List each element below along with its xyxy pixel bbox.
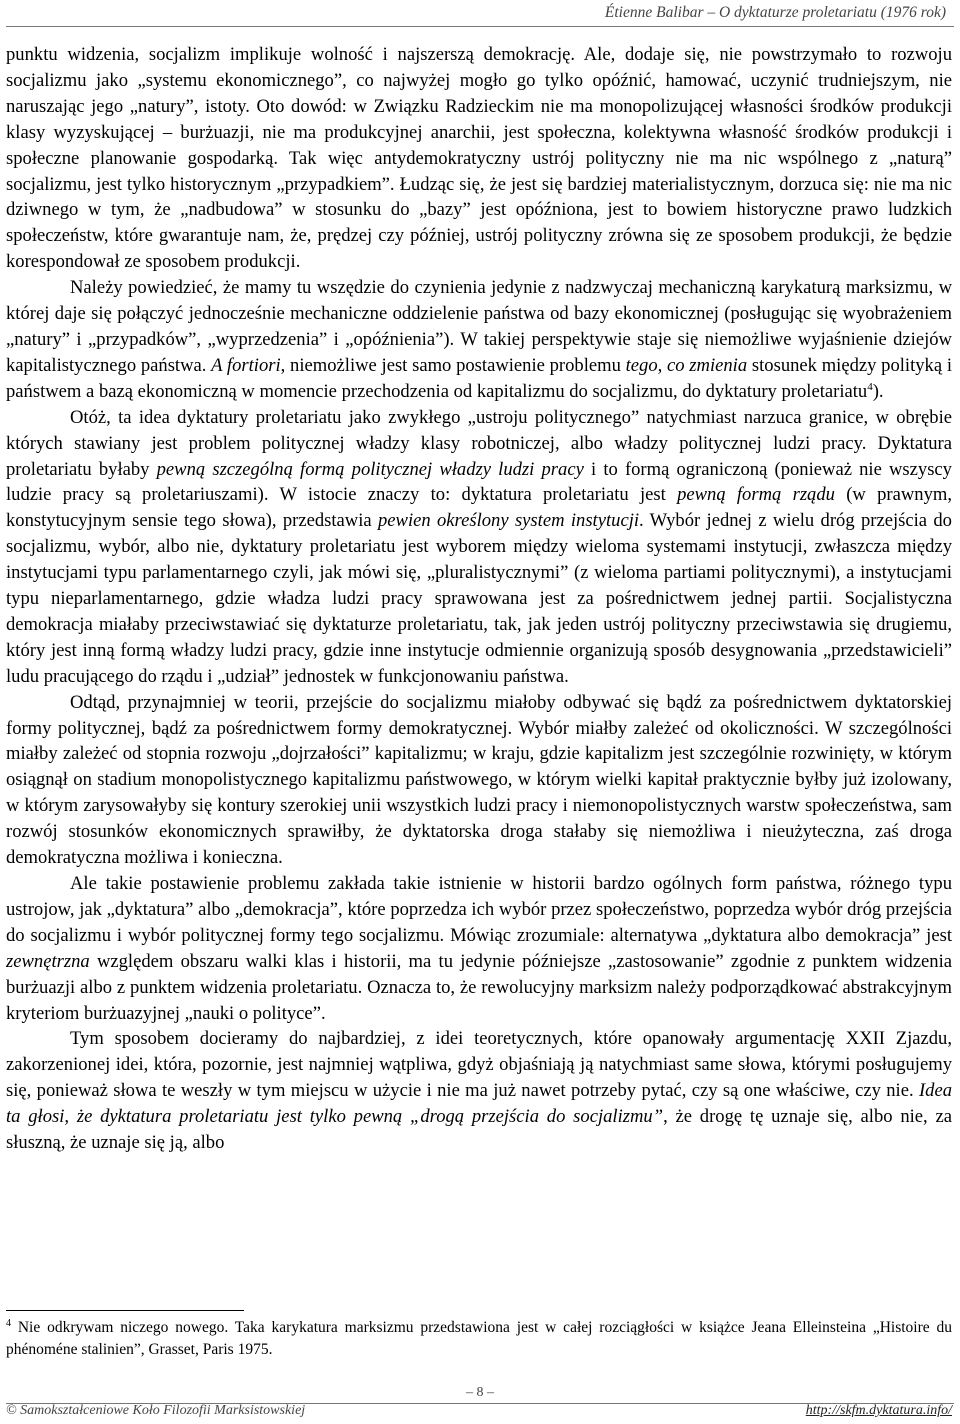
paragraph-6 [6, 1026, 952, 1156]
paragraph-text: (w prawnym, konstytucyjnym sensie tego słowa), przedstawia [6, 484, 952, 532]
paragraph-text: względem obszaru walki klas i historii, ma tu jedynie późniejsze „zastosowanie” zgodnie z punktem widzenia burżuazji albo z punktem widzenia proletariatu. Oznacza to, że rewolucyjny marksizm należy podporządkować abstrakcyjnym kryteriom burżuazyjnej „nauki o polityce”. [6, 950, 952, 1024]
page-number: – 8 – [466, 1385, 494, 1400]
main-text [6, 42, 952, 1156]
running-header: Étienne Balibar – O dyktaturze proletariatu (1976 rok) [604, 4, 946, 21]
emphasis-text: Idea ta głosi, że dyktatura proletariatu jest tylko pewną „drogą przejścia do socjalizmu” [6, 1080, 952, 1128]
footer-copyright: © Samokształceniowe Koło Filozofii Marksistowskiej [6, 1403, 306, 1418]
emphasis-text: zewnętrzna [6, 950, 90, 972]
paragraph-3 [6, 405, 952, 690]
paragraph-text: punktu widzenia, socjalizm implikuje wolność i najszerszą demokrację. Ale, dodaje się, nie powstrzymało to rozwoju socjalizmu jako „systemu ekonomicznego”, co najwyżej mogło go tylko opóźnić, hamować, uczynić trudniejszym, nie naruszając jego „natury”, istoty. Oto dowód: w Związku Radzieckim nie ma monopolizującej własności środków produkcji klasy wyzyskującej – burżuazji, nie ma produkcyjnej anarchii, jest społeczna, kolektywna własność środków produkcji i społeczne planowanie gospodarką. Tak więc antydemokratyczny ustrój polityczny nie ma nic wspólnego z „naturą” socjalizmu, jest tylko historycznym „przypadkiem”. Łudząc się, że jest się bardziej materialistycznym, dorzuca się: nie ma nic dziwnego w tym, że „nadbudowa” w stosunku do „bazy” jest opóźniona, jest to bowiem historyczne prawo ludzkich społeczeństw, które gwarantuje nam, że, prędzej czy później, ustrój polityczny zrówna się ze sposobem produkcji, że będzie korespondował ze sposobem produkcji. [6, 44, 952, 273]
header-rule [6, 26, 954, 27]
paragraph-1 [6, 42, 952, 275]
footnote-reference[interactable]: 4 [867, 380, 873, 393]
emphasis-text: A fortiori [211, 354, 281, 376]
emphasis-text: tego, co zmienia [625, 354, 748, 376]
paragraph-text: , niemożliwe jest samo postawienie problemu [280, 354, 626, 376]
paragraph-text: , że drogę tę uznaje się, albo nie, za słuszną, że uznaje się ją, albo [6, 1106, 952, 1154]
footnote [6, 1317, 952, 1361]
paragraph-text: ). [872, 380, 884, 402]
paragraph-text: . Wybór jednej z wielu dróg przejścia do socjalizmu, wybór, albo nie, dyktatury proletariatu jest wyborem między wieloma systemami instytucji, zwłaszcza między instytucjami typu parlamentarnego czyli, jak mówi się, „pluralistycznymi” (z wieloma partiami politycznymi), a instytucjami typu nieparlamentarnego, gdzie władza ludzi pracy sprawowana jest za pośrednictwem jednej partii. Socjalistyczna demokracja miałaby przeciwstawiać się dyktaturze proletariatu, tak, jak jeden ustrój polityczny przeciwstawia się drugiemu, który jest inną formą władzy ludzi pracy, gdzie inne instytucje odmiennie organizują sposób desygnowania „przedstawicieli” ludu pracującego do rządu i „udział” jednostek w funkcjonowaniu państwa. [6, 510, 952, 687]
paragraph-4 [6, 690, 952, 871]
emphasis-text: pewną formą rządu [677, 484, 835, 506]
emphasis-text: pewien określony system instytucji [378, 510, 640, 532]
footnote-text: Nie odkrywam niczego nowego. Taka karykatura marksizmu przedstawiona jest w całej rozciągłości w książce Jeana Elleinsteina „Histoire du phénoméne stalinien”, Grasset, Paris 1975. [6, 1319, 952, 1358]
paragraph-text: Ale takie postawienie problemu zakłada takie istnienie w historii bardzo ogólnych form państwa, różnego typu ustrojow, jak „dyktatura” albo „demokracja”, które poprzedza ich wybór przez społeczeństwo, poprzedza wybór dróg przejścia do socjalizmu i wybór politycznej formy tego socjalizmu. Mówiąc zrozumiale: alternatywa „dyktatura albo demokracja” jest [6, 873, 952, 946]
paragraph-text: i to formą ograniczoną (ponieważ nie wszyscy ludzie pracy są proletariuszami). W istocie znaczy to: dyktatura proletariatu jest [6, 458, 952, 506]
paragraph-text: Tym sposobem docieramy do najbardziej, z idei teoretycznych, które opanowały argumentację XXII Zjazdu, zakorzenionej idei, która, pozornie, jest najmniej wątpliwa, gdyż objaśniają ją natychmiast same słowa, którymi posługujemy się, ponieważ słowa te weszły w tym miejscu w użycie i nie ma już nawet potrzeby pytać, czy są one właściwe, czy nie. [6, 1028, 952, 1102]
footnote-separator [6, 1310, 244, 1311]
paragraph-text: stosunek między polityką i państwem a bazą ekonomiczną w momencie przechodzenia od kapitalizmu do socjalizmu, do dyktatury proletariatu [6, 354, 953, 402]
footnote-mark: 4 [6, 1317, 11, 1329]
paragraph-5 [6, 871, 952, 1026]
emphasis-text: pewną szczególną formą politycznej władzy ludzi pracy [156, 458, 584, 480]
paragraph-text: Należy powiedzieć, że mamy tu wszędzie do czynienia jedynie z nadzwyczaj mechaniczną karykaturą marksizmu, w której daje się połączyć jednocześnie mechaniczne oddzielenie państwa od bazy ekonomicznej (posługując się wyobrażeniem „natury” i „przypadków”, „wyprzedzenia” i „opóźnienia”). W takiej perspektywie staje się niemożliwe wyjaśnienie dziejów kapitalistycznego państwa. [6, 277, 952, 376]
paragraph-text: Odtąd, przynajmniej w teorii, przejście do socjalizmu miałoby odbywać się bądź za pośrednictwem dyktatorskiej formy politycznej, bądź za pośrednictwem formy demokratycznej. Wybór miałby zależeć od okoliczności. W szczególności miałby zależeć od stopnia rozwoju „dojrzałości” kapitalizmu; w kraju, gdzie kapitalizm jest szczególnie rozwinięty, w którym osiągnął on stadium monopolistycznego kapitalizmu państwowego, w którym wielki kapitał praktycznie byłby już izolowany, w którym zarysowałyby się kontury szerokiej unii wszystkich ludzi pracy i niemonopolistycznych warstw społeczeństwa, sam rozwój stosunków ekonomicznych sprawiłby, że dyktatorska droga stałaby się niemożliwa i nieużyteczna, zaś droga demokratyczna możliwa i konieczna. [6, 691, 952, 869]
footer-link[interactable]: http://skfm.dyktatura.info/ [805, 1403, 952, 1418]
paragraph-text: Otóż, ta idea dyktatury proletariatu jako zwykłego „ustroju politycznego” natychmiast narzuca granice, w obrębie których stawiany jest problem politycznej władzy klasy robotniczej, albo władzy politycznej ludzi pracy. Dyktatura proletariatu byłaby [6, 406, 952, 480]
paragraph-2 [6, 275, 952, 405]
